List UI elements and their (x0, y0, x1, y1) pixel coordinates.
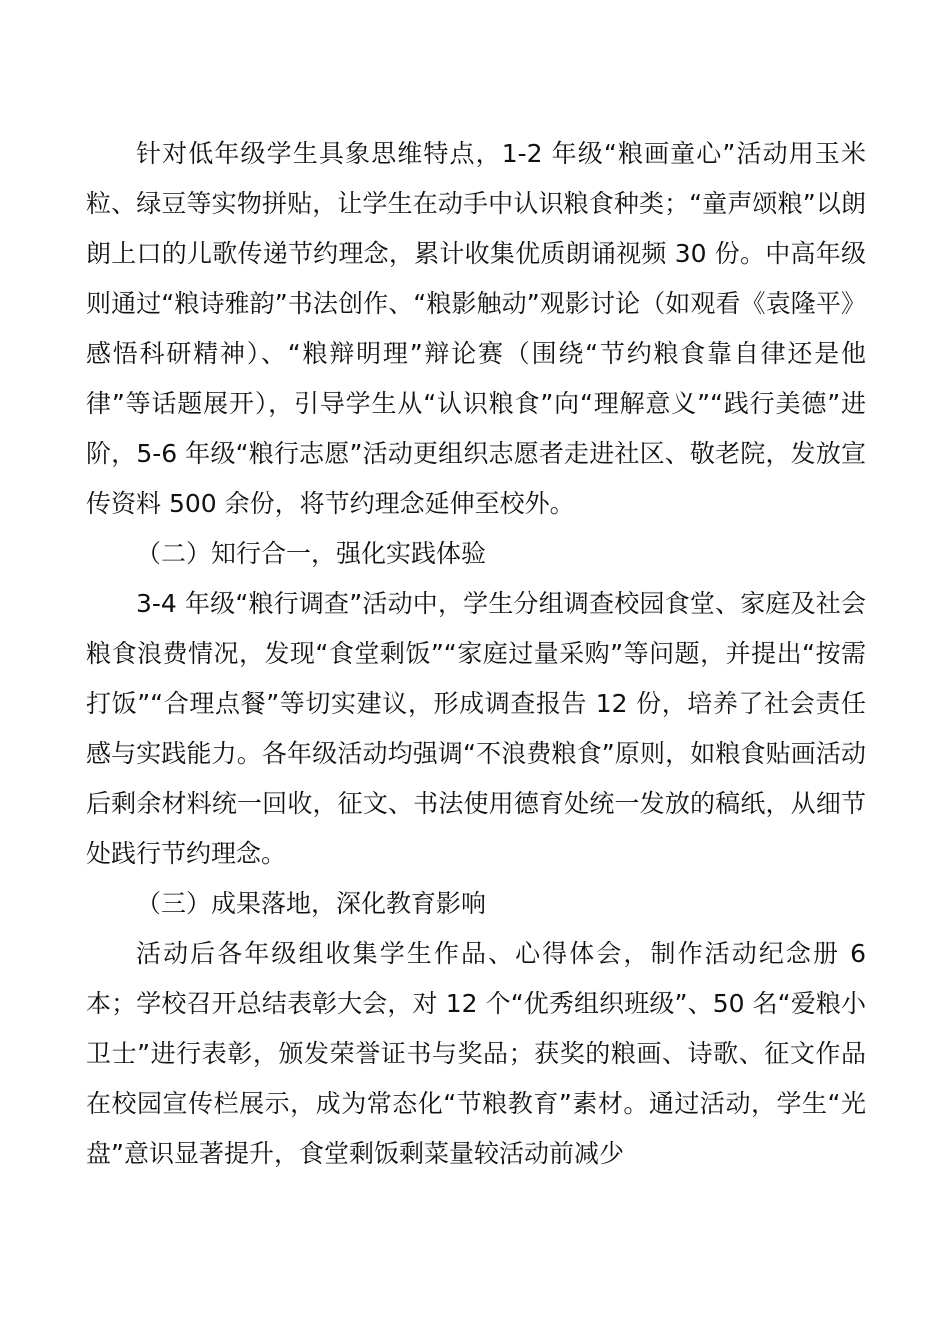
paragraph-survey-activity: 3-4 年级“粮行调查”活动中，学生分组调查校园食堂、家庭及社会粮食浪费情况，发现“食堂剩饭”“家庭过量采购”等问题，并提出“按需打饭”“合理点餐”等切实建议，形成调查报告 12 份，培养了社会责任感与实践能力。各年级活动均强调“不浪费粮食”原则，如粮食贴画活动后剩余材料统一回收，征文、书法使用德育处统一发放的稿纸，从细节处践行节约理念。 (86, 589, 866, 868)
paragraph-low-grade-activities: 针对低年级学生具象思维特点，1-2 年级“粮画童心”活动用玉米粒、绿豆等实物拼贴，让学生在动手中认识粮食种类；“童声颂粮”以朗朗上口的儿歌传递节约理念，累计收集优质朗诵视频 30 份。中高年级则通过“粮诗雅韵”书法创作、“粮影触动”观影讨论（如观看《袁隆平》感悟科研精神）、“粮辩明理”辩论赛（围绕“节约粮食靠自律还是他律”等话题展开），引导学生从“认识粮食”向“理解意义”“践行美德”进阶，5-6 年级“粮行志愿”活动更组织志愿者走进社区、敬老院，发放宣传资料 500 余份，将节约理念延伸至校外。 (86, 139, 866, 518)
section-heading-practice: （二）知行合一，强化实践体验 (136, 539, 487, 568)
paragraph-results: 活动后各年级组收集学生作品、心得体会，制作活动纪念册 6 本；学校召开总结表彰大会，对 12 个“优秀组织班级”、50 名“爱粮小卫士”进行表彰，颁发荣誉证书与奖品；获奖的粮画、诗歌、征文作品在校园宣传栏展示，成为常态化“节粮教育”素材。通过活动，学生“光盘”意识显著提升，食堂剩饭剩菜量较活动前减少 (86, 939, 866, 1168)
section-heading-results: （三）成果落地，深化教育影响 (136, 889, 487, 918)
document-body (86, 129, 866, 1179)
